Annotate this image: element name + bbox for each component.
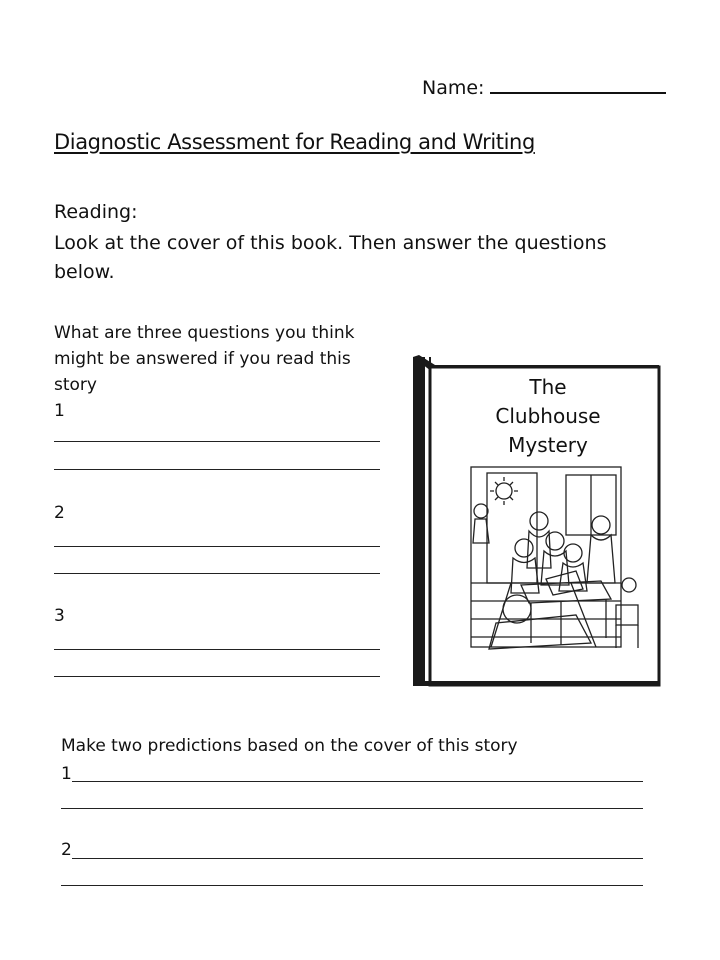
book-cover	[411, 353, 661, 688]
name-blank-line[interactable]	[490, 74, 666, 94]
prediction-number-2: 2	[61, 840, 72, 860]
answer-line-1a[interactable]	[54, 441, 380, 442]
prediction-line-2b[interactable]	[61, 885, 643, 886]
book-title-line-3: Mystery	[508, 433, 588, 457]
reading-section-label: Reading:	[54, 201, 138, 223]
question-number-2: 2	[54, 503, 65, 523]
book-title-line-1: The	[529, 375, 567, 399]
book-title-line-2: Clubhouse	[495, 404, 601, 428]
book-title	[473, 373, 623, 460]
answer-line-2b[interactable]	[54, 573, 380, 574]
prediction-line-1a[interactable]	[72, 781, 643, 782]
page-title: Diagnostic Assessment for Reading and Writing	[54, 130, 535, 154]
reading-instructions: Look at the cover of this book. Then answer the questions below.	[54, 232, 607, 283]
answer-line-3a[interactable]	[54, 649, 380, 650]
questions-prompt: What are three questions you think might be answered if you read this story	[54, 323, 355, 395]
name-label: Name:	[422, 77, 485, 99]
answer-line-1b[interactable]	[54, 469, 380, 470]
predictions-prompt: Make two predictions based on the cover of this story	[61, 736, 518, 756]
answer-line-2a[interactable]	[54, 546, 380, 547]
question-number-3: 3	[54, 606, 65, 626]
prediction-line-2a[interactable]	[72, 858, 643, 859]
prediction-number-1: 1	[61, 764, 72, 784]
prediction-line-1b[interactable]	[61, 808, 643, 809]
question-number-1: 1	[54, 401, 65, 421]
answer-line-3b[interactable]	[54, 676, 380, 677]
name-field[interactable]	[422, 74, 666, 99]
